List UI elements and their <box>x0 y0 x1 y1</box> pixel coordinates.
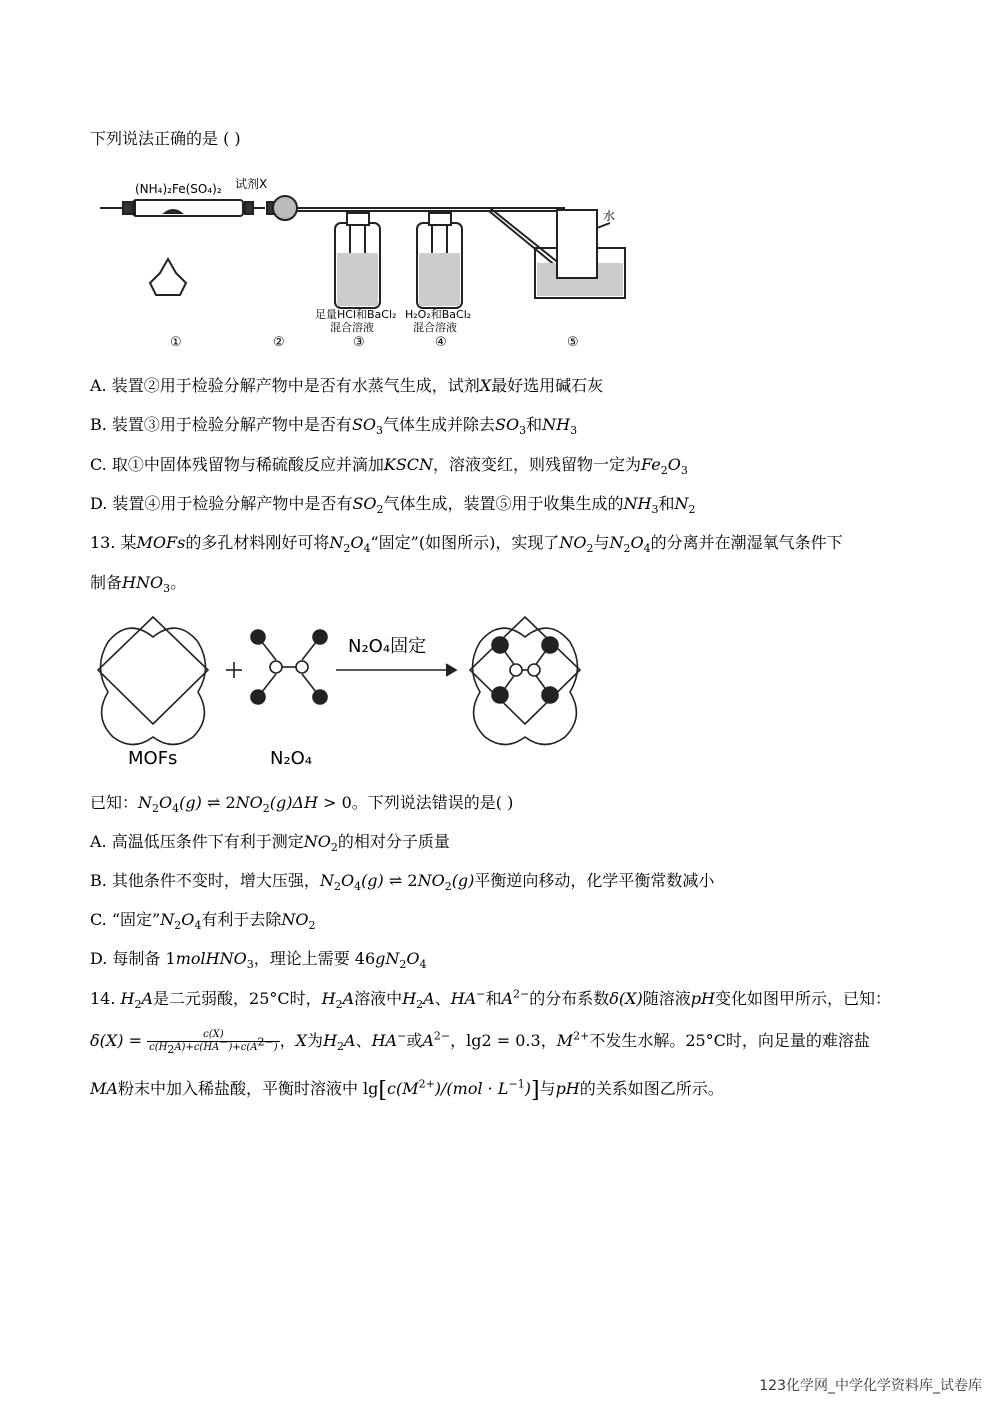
q13-known-condition: 已知：$N_2O_4(g)$ ⇌ $2NO_2(g)\Delta H > 0$。下列说法错误的是( ) <box>90 793 514 816</box>
q13-option-b: B. 其他条件不变时，增大压强，$N_2O_4(g)$ ⇌ $2NO_2(g)$平衡逆向移动，化学平衡常数减小 <box>90 871 715 894</box>
q13-option-d: D. 每制备 1molHNO$_3$，理论上需要 $46gN_2O_4$ <box>90 949 427 972</box>
apparatus-number-4: ④ <box>435 335 447 350</box>
q12-stem: 下列说法正确的是 ( ) <box>90 129 241 148</box>
footer-watermark: 123化学网_中学化学资料库_试卷库 <box>759 1378 982 1394</box>
apparatus-number-2: ② <box>273 335 285 350</box>
mofs-label: MOFs <box>128 748 178 769</box>
water-label: 水 <box>603 209 616 223</box>
apparatus-number-3: ③ <box>353 335 365 350</box>
apparatus-number-5: ⑤ <box>567 335 579 350</box>
bottle3-label-1: 足量HCl和BaCl₂ <box>315 308 397 321</box>
bottle4-label-2: 混合溶液 <box>413 321 457 334</box>
q13-stem-line1: 13. 某MOFs的多孔材料刚好可将$N_2O_4“$固定”(如图所示)，实现了$NO_2$与$N_2O_4$的分离并在潮湿氧气条件下 <box>90 533 843 556</box>
mof-figure <box>88 612 628 777</box>
reagent-x-label: 试剂X <box>235 177 268 191</box>
bottle3-label-2: 混合溶液 <box>330 321 374 334</box>
q12-option-b: B. 装置③用于检验分解产物中是否有$SO_3$气体生成并除去$SO_3$和$NH_3$ <box>90 415 578 438</box>
apparatus-figure <box>95 168 635 353</box>
q13-option-c: C. “固定$”N_2O_4$有利于去除$NO_2$ <box>90 910 316 933</box>
apparatus-number-1: ① <box>170 335 182 350</box>
q12-option-d: D. 装置④用于检验分解产物中是否有$SO_2$气体生成，装置⑤用于收集生成的$NH_3$和$N_2$ <box>90 494 696 517</box>
fixation-arrow-label: N₂O₄固定 <box>348 636 427 657</box>
q14-stem-line1: 14. $H_2A$是二元弱酸，25°C时，$H_2A$溶液中$H_2A$、HA−和$A^{2-}$的分布系数δ(X)随溶液pH变化如图甲所示，已知： <box>90 987 892 1012</box>
q13-option-a: A. 高温低压条件下有利于测定$NO_2$的相对分子质量 <box>90 832 450 855</box>
reagent-label: (NH₄)₂Fe(SO₄)₂ <box>135 182 222 196</box>
q12-option-c: C. 取①中固体残留物与稀硫酸反应并滴加KSCN，溶液变红，则残留物一定为$Fe_2O_3$ <box>90 455 688 478</box>
q12-option-a: A. 装置②用于检验分解产物中是否有水蒸气生成，试剂X最好选用碱石灰 <box>90 376 604 395</box>
bottle4-label-1: H₂O₂和BaCl₂ <box>405 308 472 321</box>
q13-stem-line2: 制备$HNO_3$。 <box>90 573 187 596</box>
q14-stem-line2: δ(X) = $\frac{c(X)}{c(H_2A)+c(HA^-)+c(A^{2-})}$ ，X为$H_2A$、HA−或$A^{2-}$，lg2 = 0.3，$M^{2+}$不发生水解。25°C时，向足量的难溶盐 <box>90 1029 870 1056</box>
n2o4-label: N₂O₄ <box>270 748 313 769</box>
q14-stem-line3: MA粉末中加入稀盐酸，平衡时溶液中 $\lg[c(M^{2+})/(mol \cdot L^{-1})]$与pH的关系如图乙所示。 <box>90 1077 724 1103</box>
